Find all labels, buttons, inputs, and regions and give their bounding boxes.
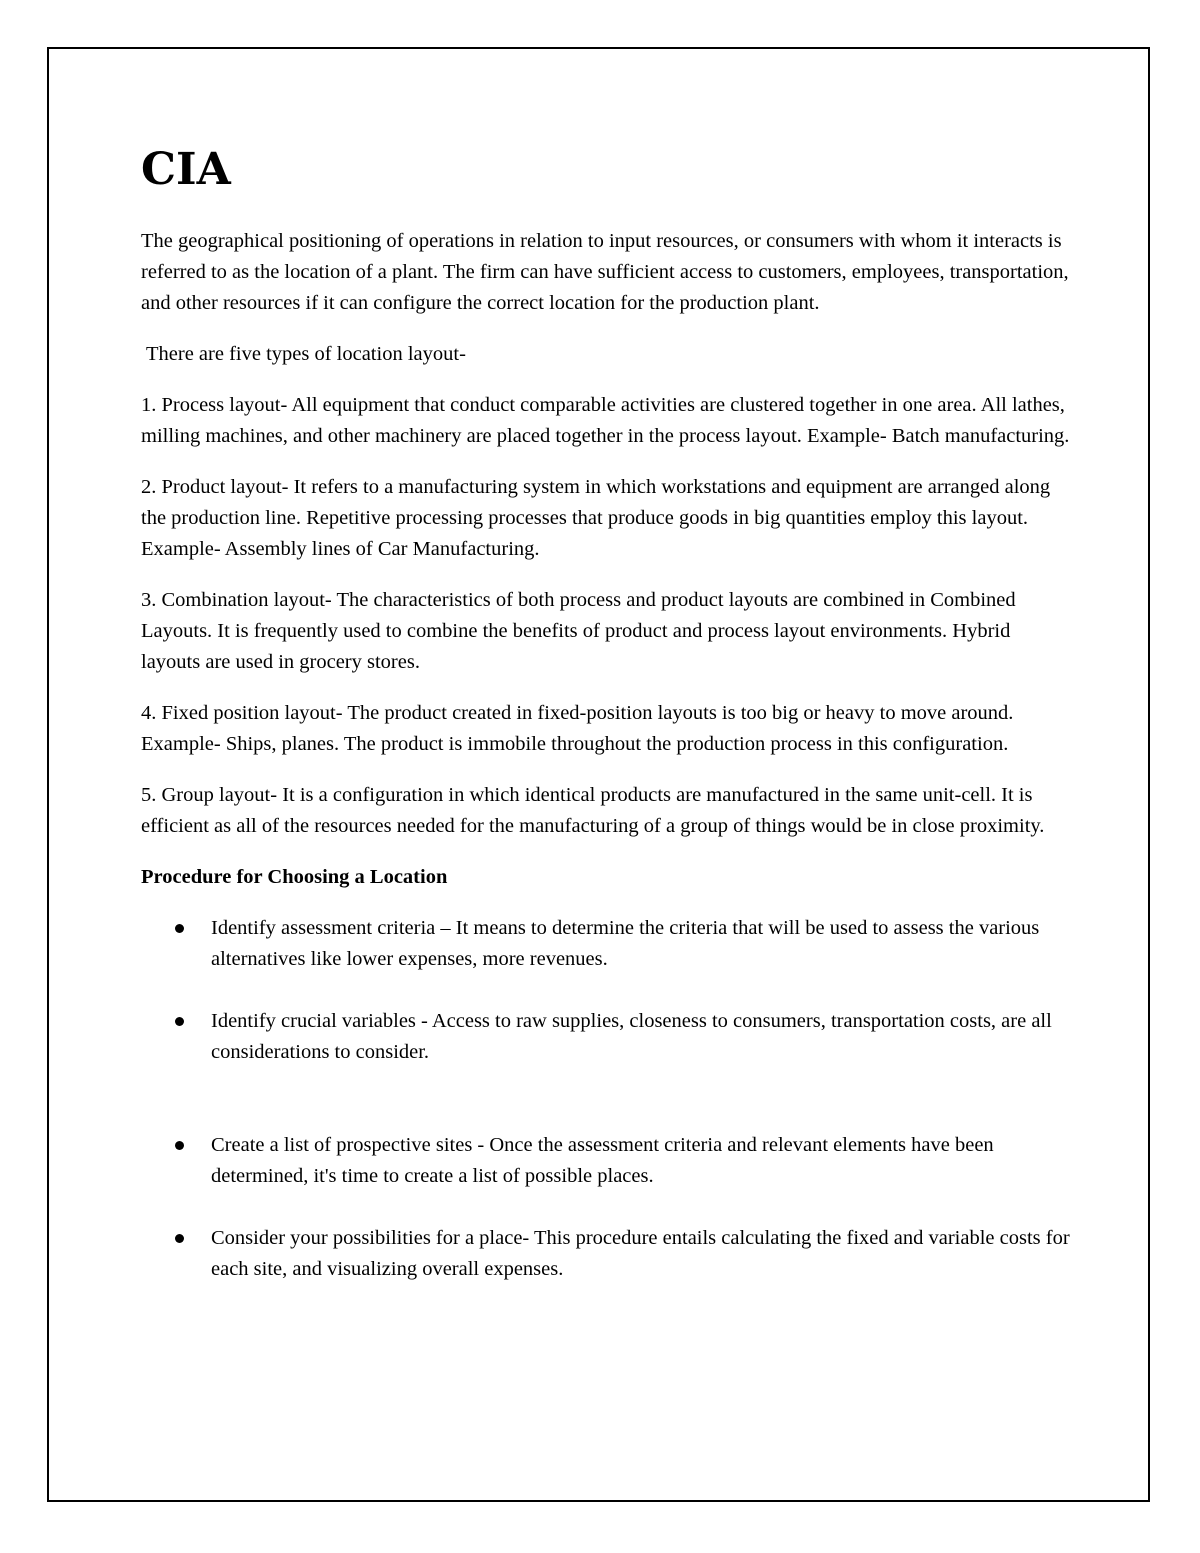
- bullet-icon: [175, 924, 184, 933]
- page-title: CIA: [141, 144, 231, 195]
- layout-type-item: 2. Product layout- It refers to a manufacturing system in which workstations and equipment are arranged along the production line. Repetitive processing processes that produce goods in big quantities employ this layout. Example- Assembly lines of Car Manufacturing.: [141, 476, 1051, 560]
- layout-type-item: 3. Combination layout- The characteristics of both process and product layouts are combined in Combined Layouts. It is frequently used to combine the benefits of product and process layout environments. Hybrid layouts are used in grocery stores.: [141, 589, 1016, 673]
- bullet-icon: [175, 1234, 184, 1243]
- procedure-list: [141, 913, 1071, 1285]
- types-lead: There are five types of location layout-: [146, 343, 466, 365]
- procedure-heading: Procedure for Choosing a Location: [141, 866, 448, 888]
- bullet-icon: [175, 1141, 184, 1150]
- intro-paragraph: The geographical positioning of operations in relation to input resources, or consumers with whom it interacts is referred to as the location of a plant. The firm can have sufficient access to customers, employees, transportation, and other resources if it can configure the correct location for the production plant.: [141, 230, 1069, 314]
- list-item-text: Create a list of prospective sites - Once the assessment criteria and relevant elements have been determined, it's time to create a list of possible places.: [211, 1134, 994, 1187]
- list-item: [141, 1006, 1071, 1068]
- list-item: [141, 913, 1071, 975]
- list-item-text: Consider your possibilities for a place- This procedure entails calculating the fixed and variable costs for each site, and visualizing overall expenses.: [211, 1227, 1070, 1280]
- document-body: [141, 144, 1071, 1285]
- list-item-text: Identify assessment criteria – It means to determine the criteria that will be used to assess the various alternatives like lower expenses, more revenues.: [211, 917, 1040, 970]
- layout-type-item: 1. Process layout- All equipment that conduct comparable activities are clustered together in one area. All lathes, milling machines, and other machinery are placed together in the process layout. Example- Batch manufacturing.: [141, 394, 1070, 447]
- bullet-icon: [175, 1017, 184, 1026]
- layout-type-item: 5. Group layout- It is a configuration in which identical products are manufactured in the same unit-cell. It is efficient as all of the resources needed for the manufacturing of a group of things would be in close proximity.: [141, 784, 1045, 837]
- layout-type-item: 4. Fixed position layout- The product created in fixed-position layouts is too big or heavy to move around. Example- Ships, planes. The product is immobile throughout the production process in this configuration.: [141, 702, 1014, 755]
- list-item-text: Identify crucial variables - Access to raw supplies, closeness to consumers, transportation costs, are all considerations to consider.: [211, 1010, 1052, 1063]
- list-item: [141, 1223, 1071, 1285]
- list-item: [141, 1130, 1071, 1192]
